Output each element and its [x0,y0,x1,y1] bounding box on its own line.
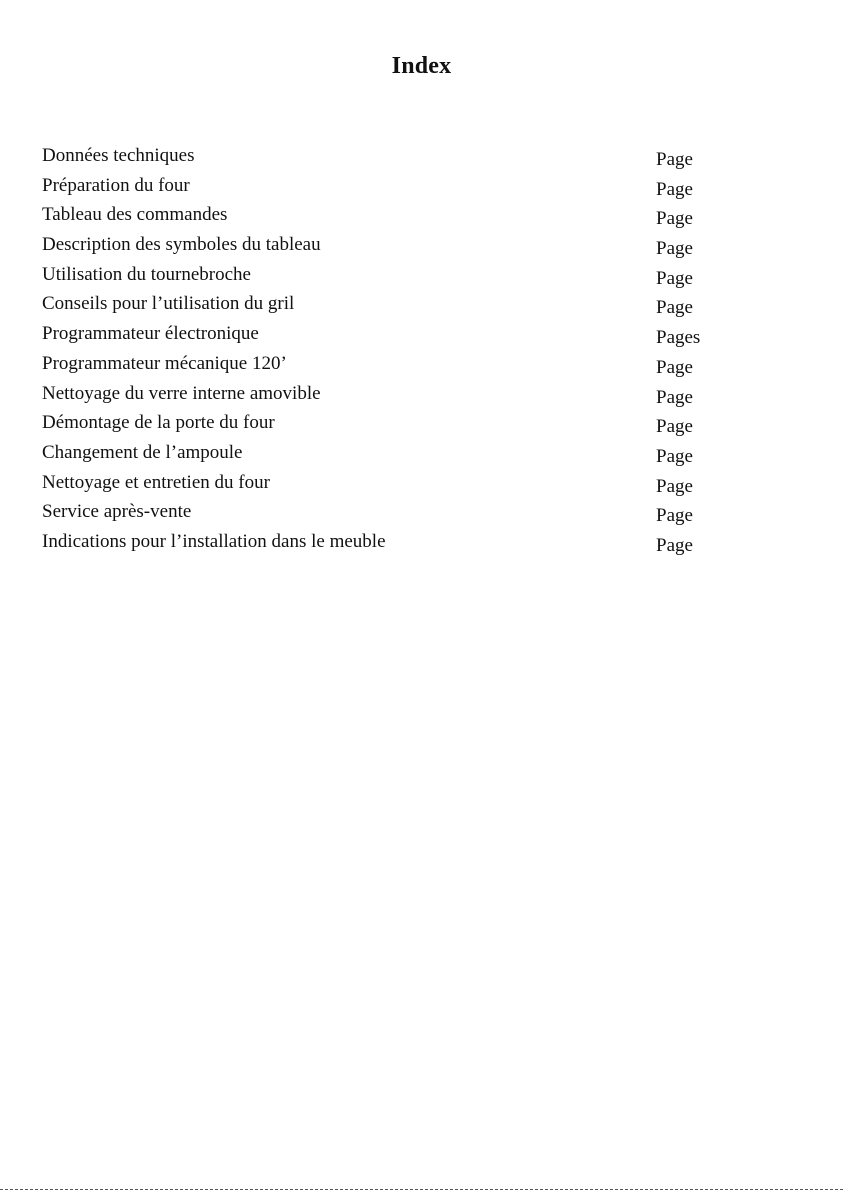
entry-page-reference: Page [656,475,693,497]
entry-label: Conseils pour l’utilisation du gril [42,293,295,315]
entry-page-reference: Page [656,505,693,527]
entry-label: Nettoyage du verre interne amovible [42,382,321,404]
entry-page-reference: Page [656,356,693,378]
entry-page-reference: Page [656,238,693,260]
index-entry [42,203,722,233]
index-entry [42,382,722,412]
index-entry [42,352,722,382]
index-entry [42,411,722,441]
entry-label: Nettoyage et entretien du four [42,471,270,493]
entry-page-reference: Page [656,386,693,408]
entry-page-reference: Page [656,416,693,438]
entry-page-reference: Page [656,267,693,289]
entry-label: Utilisation du tournebroche [42,263,251,285]
page-title: Index [391,53,452,79]
entry-label: Programmateur électronique [42,323,259,345]
index-entry [42,322,722,352]
index-entry [42,174,722,204]
entry-page-reference: Page [656,297,693,319]
entry-page-reference: Page [656,149,693,170]
entry-page-reference: Page [656,208,693,230]
index-entry [42,144,722,174]
index-entry [42,441,722,471]
entry-label: Programmateur mécanique 120’ [42,352,287,374]
index-entry [42,292,722,322]
index-entry [42,233,722,263]
index-list [42,144,722,560]
entry-label: Préparation du four [42,174,190,196]
entry-label: Démontage de la porte du four [42,412,275,434]
entry-page-reference: Page [656,178,693,200]
index-entry [42,500,722,530]
entry-page-reference: Pages [656,327,701,349]
entry-page-reference: Page [656,534,693,556]
bottom-edge-rule [0,1189,843,1190]
entry-label: Changement de l’ampoule [42,441,243,463]
entry-label: Indications pour l’installation dans le meuble [42,530,386,552]
entry-label: Description des symboles du tableau [42,234,321,256]
entry-page-reference: Page [656,445,693,467]
entry-label: Tableau des commandes [42,204,228,226]
index-entry [42,530,722,560]
entry-label: Données techniques [42,145,195,166]
entry-label: Service après-vente [42,501,192,523]
index-entry [42,263,722,293]
index-entry [42,471,722,501]
